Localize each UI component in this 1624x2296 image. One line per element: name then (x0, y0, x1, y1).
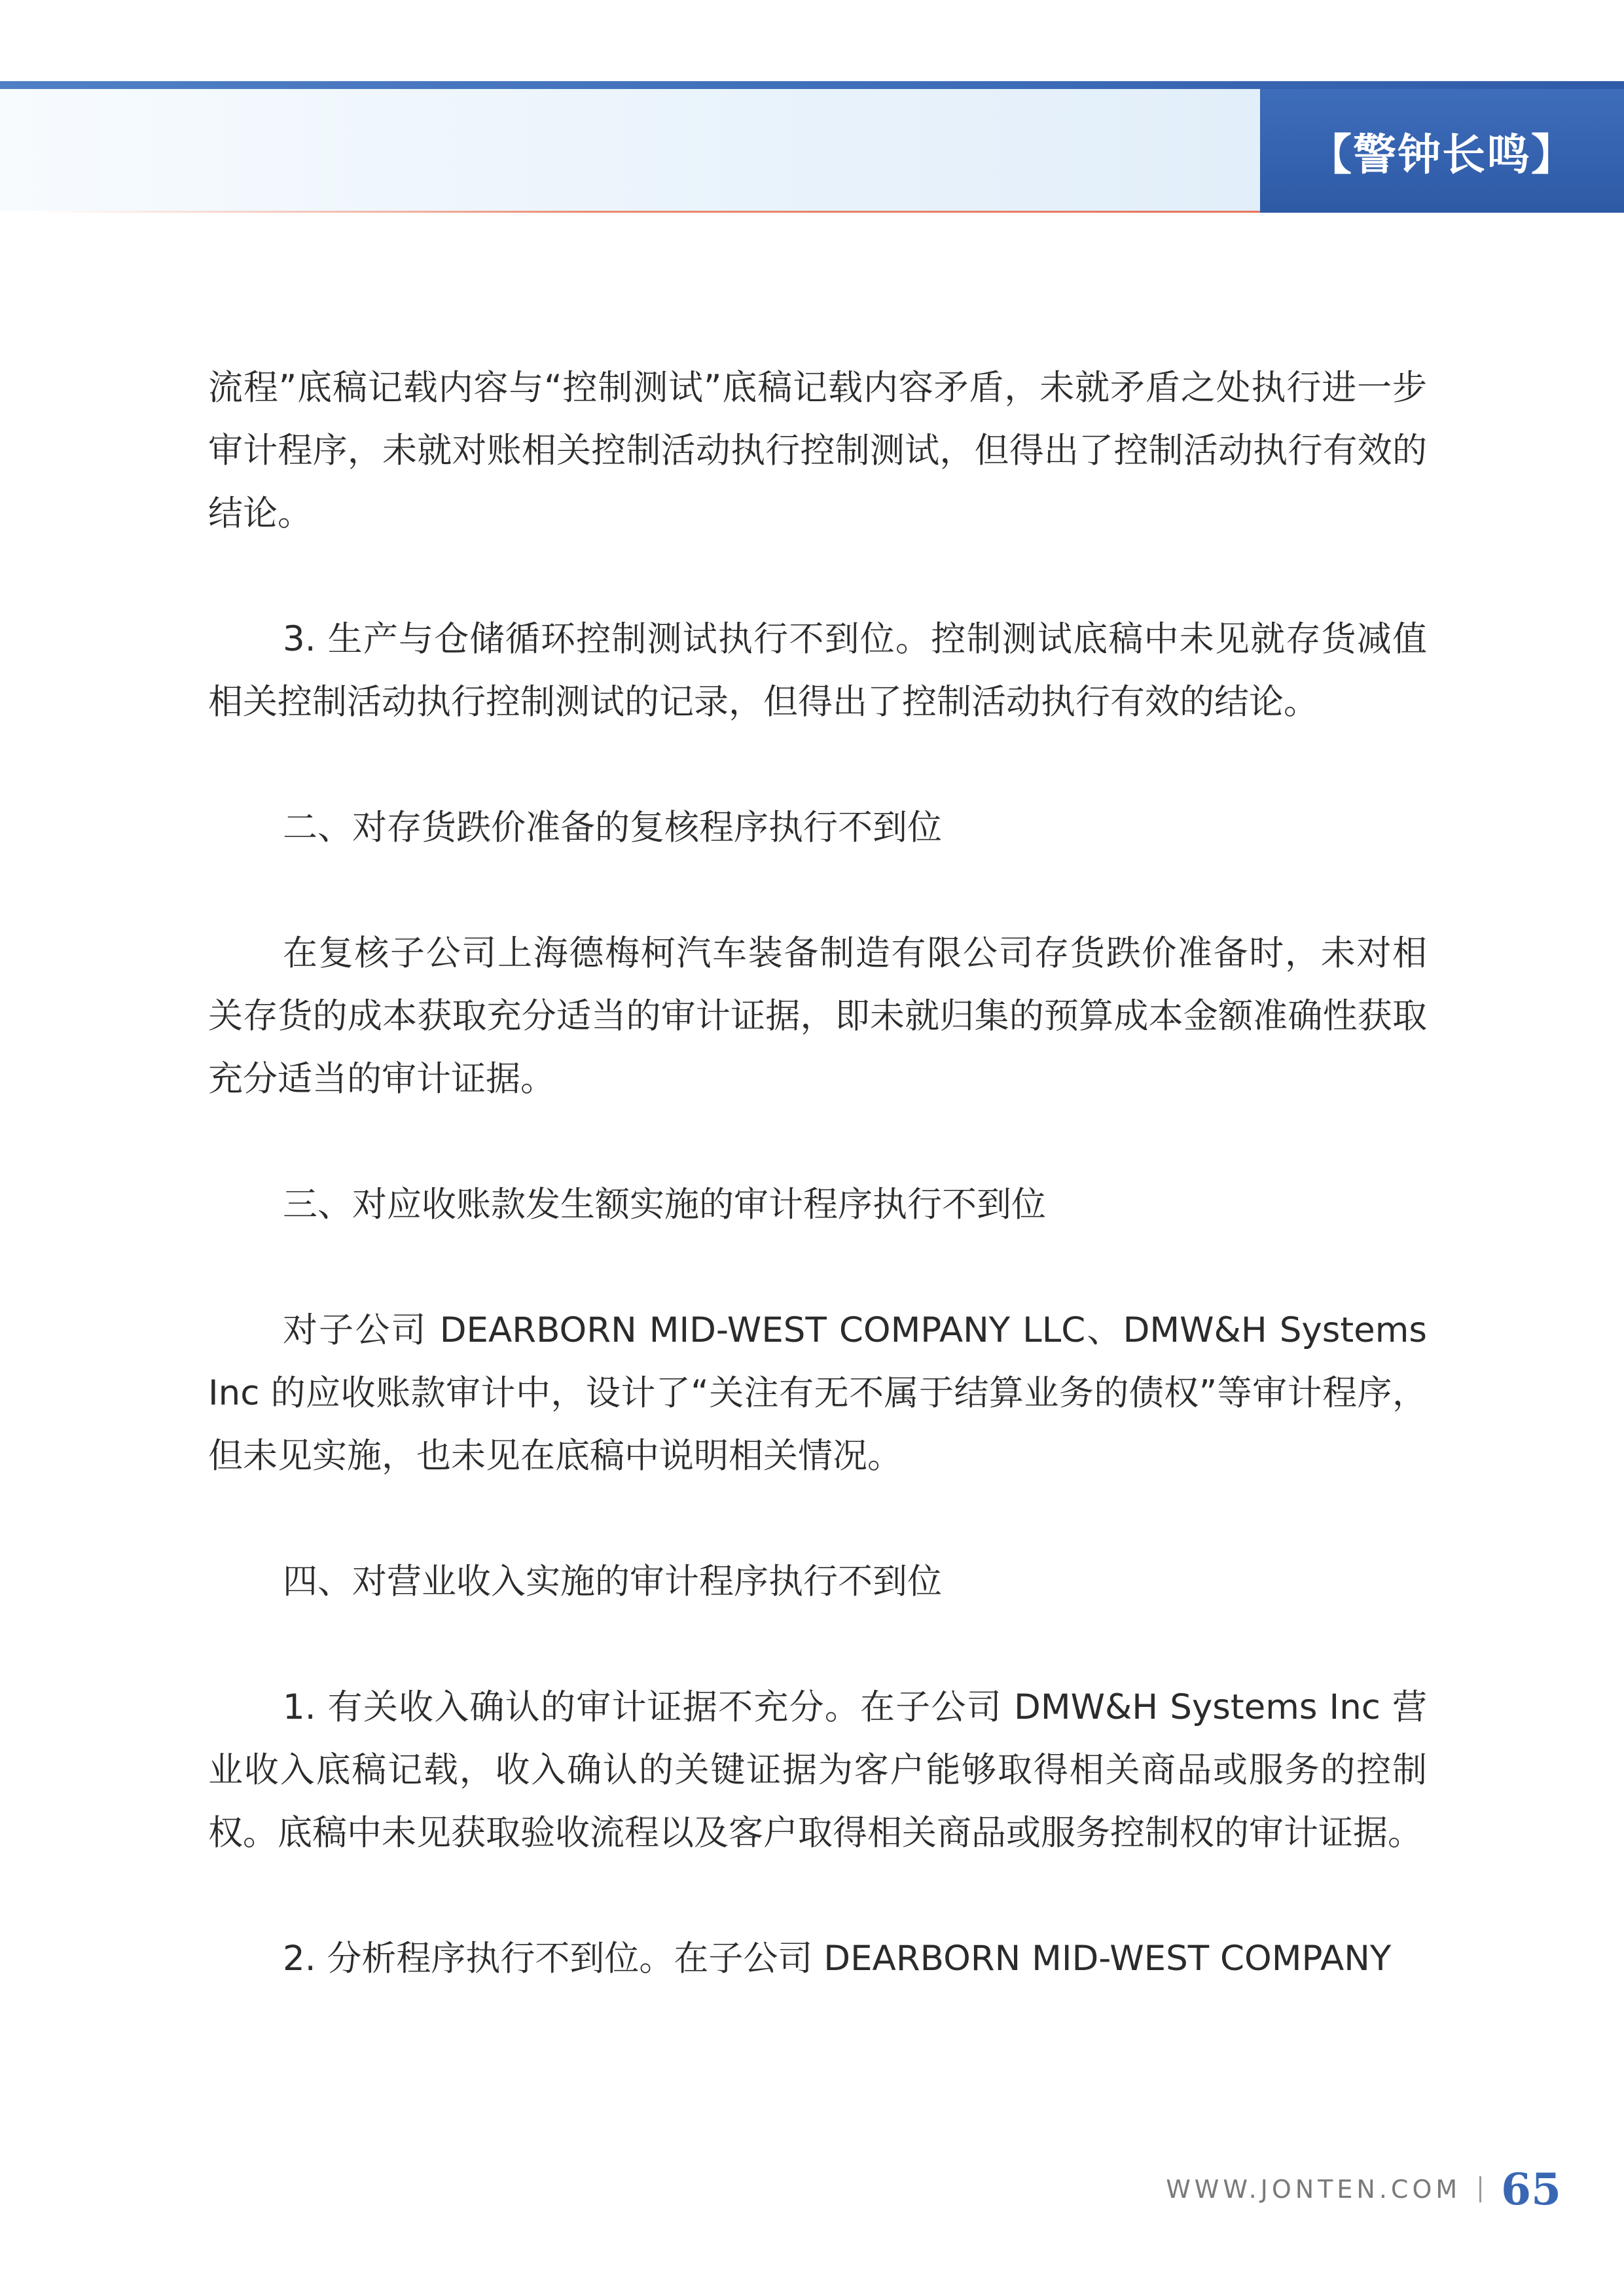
paragraph-revenue-1: 1. 有关收入确认的审计证据不充分。在子公司 DMW&H Systems Inc 营业收入底稿记载，收入确认的关键证据为客户能够取得相关商品或服务的控制权。底稿中未见获取验收流程以及客户取得相关商品或服务控制权的审计证据。 (208, 1687, 1427, 1853)
footer-separator (1479, 2176, 1481, 2202)
paragraph-inventory: 在复核子公司上海德梅柯汽车装备制造有限公司存货跌价准备时，未对相关存货的成本获取充分适当的审计证据，即未就归集的预算成本金额准确性获取充分适当的审计证据。 (208, 933, 1427, 1099)
page-number: 65 (1501, 2164, 1561, 2215)
paragraph-receivables: 对子公司 DEARBORN MID-WEST COMPANY LLC、DMW&H Systems Inc 的应收账款审计中，设计了“关注有无不属于结算业务的债权”等审计程序，但未见实施，也未见在底稿中说明相关情况。 (208, 1310, 1427, 1476)
page-footer (1166, 2160, 1561, 2219)
article-body (208, 357, 1427, 1990)
section-tag (1260, 89, 1624, 213)
header-band (0, 89, 1260, 211)
paragraph-revenue-2: 2. 分析程序执行不到位。在子公司 DEARBORN MID-WEST COMPANY (283, 1939, 1392, 1979)
section-tag-label: 【警钟长鸣】 (1308, 129, 1576, 180)
paragraph-item-3: 3. 生产与仓储循环控制测试执行不到位。控制测试底稿中未见就存货减值相关控制活动执行控制测试的记录，但得出了控制活动执行有效的结论。 (208, 619, 1427, 722)
footer-url: WWW.JONTEN.COM (1166, 2175, 1462, 2204)
header-top-line (0, 81, 1624, 89)
section-heading-4: 四、对营业收入实施的审计程序执行不到位 (283, 1562, 942, 1602)
paragraph-continuation: 流程”底稿记载内容与“控制测试”底稿记载内容矛盾，未就矛盾之处执行进一步审计程序，未就对账相关控制活动执行控制测试，但得出了控制活动执行有效的结论。 (208, 368, 1427, 533)
section-heading-2: 二、对存货跌价准备的复核程序执行不到位 (283, 808, 942, 848)
section-heading-3: 三、对应收账款发生额实施的审计程序执行不到位 (283, 1185, 1046, 1225)
header-divider (39, 211, 1260, 213)
